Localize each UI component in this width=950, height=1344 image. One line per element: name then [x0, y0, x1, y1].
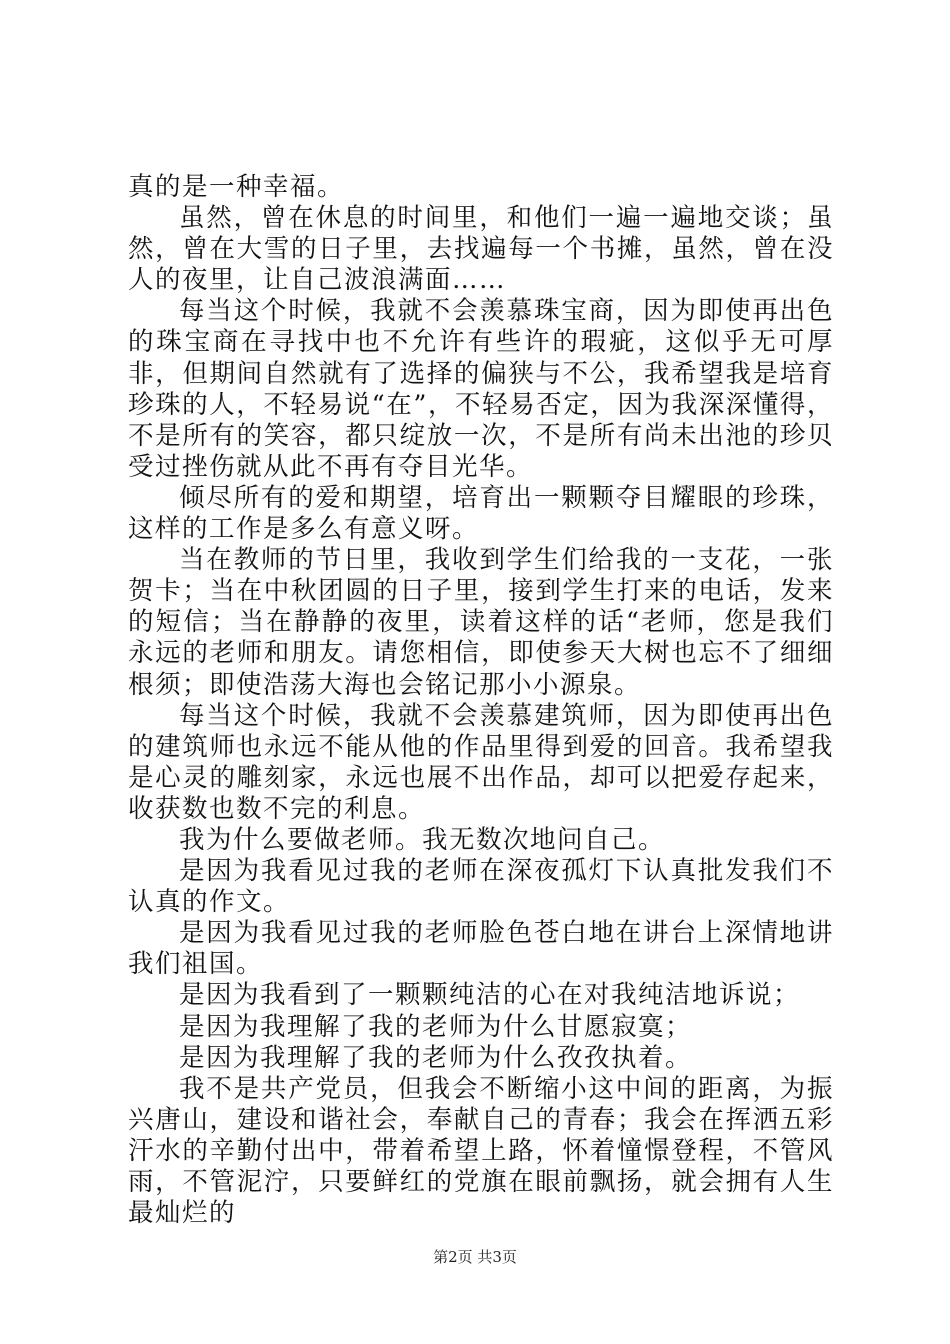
paragraph-12: 是因为我理解了我的老师为什么孜孜执着。	[179, 1042, 693, 1073]
document-body	[128, 172, 834, 1229]
paragraph-7: 我为什么要做老师。我无数次地问自己。	[179, 824, 666, 855]
paragraph-5: 当在教师的节日里，我收到学生们给我的一支花，一张贺卡；当在中秋团圆的日子里，接到学生打来的电话，发来的短信；当在静静的夜里，读着这样的话“老师，您是我们永远的老师和朋友。请您相信，即使参天大树也忘不了细细根须；即使浩荡大海也会铭记那小小源泉。	[128, 545, 834, 700]
paragraph-11: 是因为我理解了我的老师为什么甘愿寂寞；	[179, 1011, 693, 1042]
paragraph-13: 我不是共产党员，但我会不断缩小这中间的距离，为振兴唐山，建设和谐社会，奉献自己的青春；我会在挥洒五彩汗水的辛勤付出中，带着希望上路，怀着憧憬登程，不管风雨，不管泥泞，只要鲜红的党旗在眼前飘扬，就会拥有人生最灿烂的	[128, 1073, 834, 1229]
paragraph-9: 是因为我看见过我的老师脸色苍白地在讲台上深情地讲我们祖国。	[128, 918, 834, 980]
page-number-footer: 第2页 共3页	[433, 1248, 517, 1266]
paragraph-4: 倾尽所有的爱和期望，培育出一颗颗夺目耀眼的珍珠，这样的工作是多么有意义呀。	[128, 482, 834, 545]
paragraph-2: 虽然，曾在休息的时间里，和他们一遍一遍地交谈；虽然，曾在大雪的日子里，去找遍每一个书摊，虽然，曾在没人的夜里，让自己波浪满面……	[128, 203, 834, 296]
paragraph-8: 是因为我看见过我的老师在深夜孤灯下认真批发我们不认真的作文。	[128, 856, 834, 918]
paragraph-3: 每当这个时候，我就不会羡慕珠宝商，因为即使再出色的珠宝商在寻找中也不允许有些许的瑕疵，这似乎无可厚非，但期间自然就有了选择的偏狭与不公，我希望我是培育珍珠的人，不轻易说“在”，不轻易否定，因为我深深懂得，不是所有的笑容，都只绽放一次，不是所有尚未出池的珍贝受过挫伤就从此不再有夺目光华。	[128, 296, 834, 482]
paragraph-1: 真的是一种幸福。	[128, 172, 345, 202]
paragraph-6: 每当这个时候，我就不会羡慕建筑师，因为即使再出色的建筑师也永远不能从他的作品里得到爱的回音。我希望我是心灵的雕刻家，永远也展不出作品，却可以把爱存起来，收获数也数不完的利息。	[128, 700, 834, 824]
paragraph-10: 是因为我看到了一颗颗纯洁的心在对我纯洁地诉说；	[179, 980, 801, 1011]
